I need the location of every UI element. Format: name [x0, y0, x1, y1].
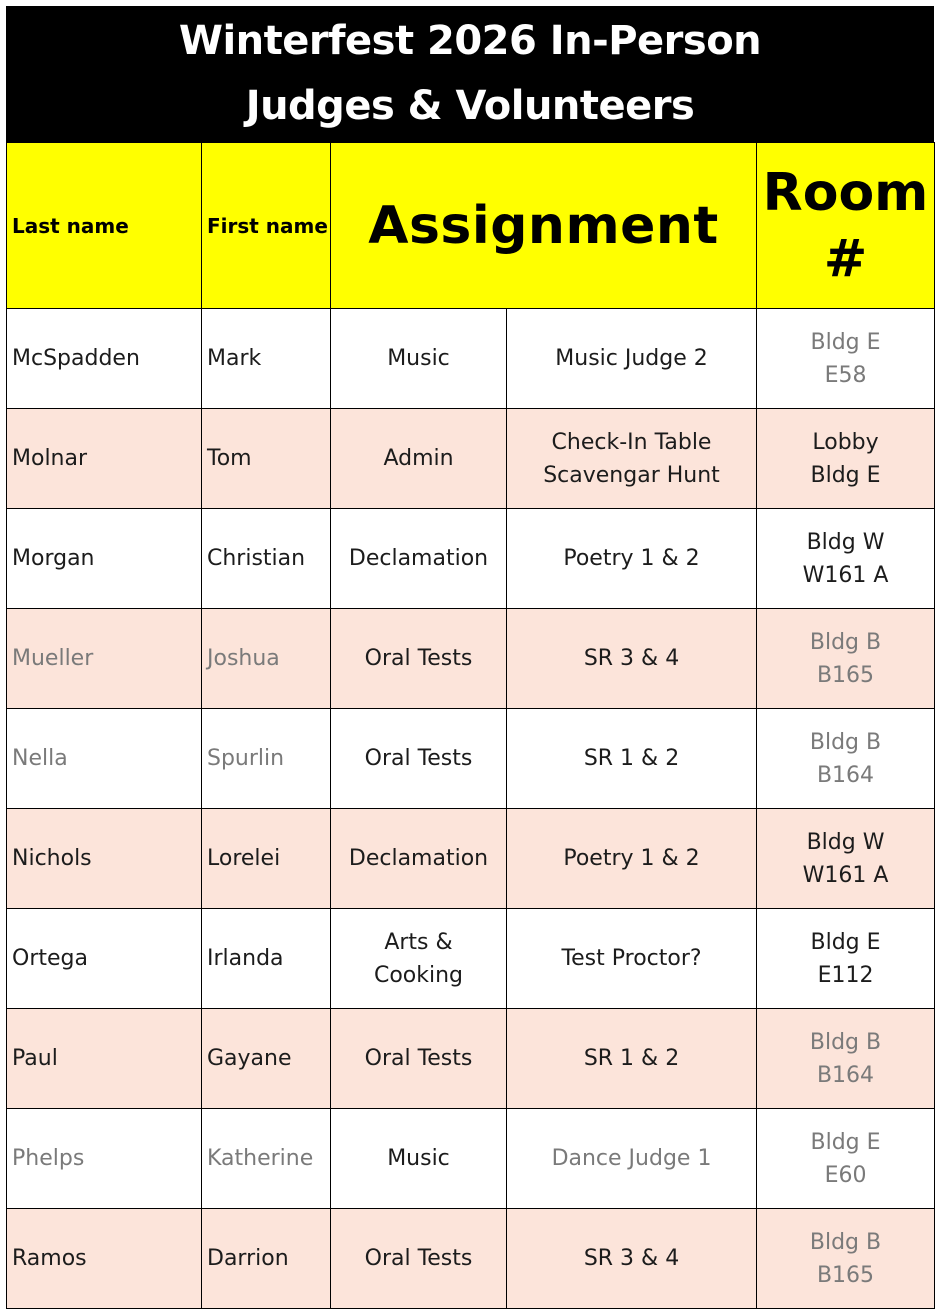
first-name-cell: Darrion [202, 1209, 331, 1309]
first-name-cell: Spurlin [202, 709, 331, 809]
last-name-cell: Molnar [7, 409, 202, 509]
title-line-1: Winterfest 2026 In-Person [178, 18, 762, 64]
assignment-detail-cell: SR 3 & 4 [507, 1209, 757, 1309]
first-name-cell: Gayane [202, 1009, 331, 1109]
assignment-detail-cell: SR 1 & 2 [507, 709, 757, 809]
room-line-1: Bldg W [806, 529, 885, 555]
room-cell [757, 609, 935, 709]
assignment-category-cell: Oral Tests [331, 709, 507, 809]
assignment-detail-cell: SR 3 & 4 [507, 609, 757, 709]
first-name-cell: Mark [202, 309, 331, 409]
room-line-2: Bldg E [810, 462, 881, 488]
last-name-cell: McSpadden [7, 309, 202, 409]
room-line-1: Bldg B [809, 629, 882, 655]
header-row [7, 143, 935, 309]
table-row [7, 509, 935, 609]
assignment-category-cell: Admin [331, 409, 507, 509]
room-cell [757, 909, 935, 1009]
roster-table [6, 142, 935, 1309]
last-name-cell: Ortega [7, 909, 202, 1009]
assignment-category-cell: Music [331, 309, 507, 409]
room-cell [757, 1109, 935, 1209]
room-line-1: Bldg B [809, 1229, 882, 1255]
assignment-category-cell: Declamation [331, 809, 507, 909]
table-row [7, 609, 935, 709]
first-name-cell: Katherine [202, 1109, 331, 1209]
room-line-2: B164 [816, 1062, 875, 1088]
first-name-cell: Lorelei [202, 809, 331, 909]
room-line-1: Bldg B [809, 1029, 882, 1055]
assignment-category-cell: Arts & Cooking [331, 909, 507, 1009]
header-last-name: Last name [7, 143, 202, 309]
last-name-cell: Paul [7, 1009, 202, 1109]
room-line-2: E58 [824, 362, 867, 388]
assignment-detail-cell: SR 1 & 2 [507, 1009, 757, 1109]
assignment-detail-cell: Poetry 1 & 2 [507, 809, 757, 909]
room-cell [757, 1209, 935, 1309]
table-row [7, 709, 935, 809]
last-name-cell: Nichols [7, 809, 202, 909]
room-cell [757, 409, 935, 509]
first-name-cell: Joshua [202, 609, 331, 709]
room-line-2: E112 [817, 962, 874, 988]
table-row [7, 1209, 935, 1309]
assignment-category-cell: Oral Tests [331, 609, 507, 709]
table-row [7, 409, 935, 509]
assignment-category-cell: Oral Tests [331, 1209, 507, 1309]
room-line-2: B165 [816, 662, 875, 688]
room-cell [757, 509, 935, 609]
header-assignment: Assignment [331, 143, 757, 309]
title-line-2: Judges & Volunteers [245, 83, 695, 129]
room-line-1: Bldg W [806, 829, 885, 855]
assignment-category-cell: Declamation [331, 509, 507, 609]
assignment-detail-cell: Test Proctor? [507, 909, 757, 1009]
room-cell [757, 809, 935, 909]
last-name-cell: Morgan [7, 509, 202, 609]
room-line-2: B165 [816, 1262, 875, 1288]
header-first-name: First name [202, 143, 331, 309]
room-cell [757, 709, 935, 809]
room-line-2: E60 [824, 1162, 867, 1188]
header-room: Room # [757, 143, 935, 309]
assignment-category-cell: Oral Tests [331, 1009, 507, 1109]
assignment-detail-cell: Music Judge 2 [507, 309, 757, 409]
assignment-detail-cell: Dance Judge 1 [507, 1109, 757, 1209]
room-cell [757, 309, 935, 409]
first-name-cell: Tom [202, 409, 331, 509]
room-line-1: Bldg E [810, 1129, 881, 1155]
first-name-cell: Irlanda [202, 909, 331, 1009]
last-name-cell: Phelps [7, 1109, 202, 1209]
room-line-1: Bldg E [810, 929, 881, 955]
room-line-1: Bldg B [809, 729, 882, 755]
first-name-cell: Christian [202, 509, 331, 609]
table-row [7, 309, 935, 409]
assignment-category-cell: Music [331, 1109, 507, 1209]
room-line-2: W161 A [802, 862, 889, 888]
room-line-2: W161 A [802, 562, 889, 588]
table-row [7, 809, 935, 909]
last-name-cell: Ramos [7, 1209, 202, 1309]
room-line-2: B164 [816, 762, 875, 788]
last-name-cell: Nella [7, 709, 202, 809]
room-cell [757, 1009, 935, 1109]
assignment-detail-cell: Check-In Table Scavengar Hunt [507, 409, 757, 509]
table-row [7, 909, 935, 1009]
assignment-detail-cell: Poetry 1 & 2 [507, 509, 757, 609]
room-line-1: Lobby [812, 429, 879, 455]
room-line-1: Bldg E [810, 329, 881, 355]
table-row [7, 1109, 935, 1209]
last-name-cell: Mueller [7, 609, 202, 709]
table-row [7, 1009, 935, 1109]
title-banner [6, 6, 934, 142]
